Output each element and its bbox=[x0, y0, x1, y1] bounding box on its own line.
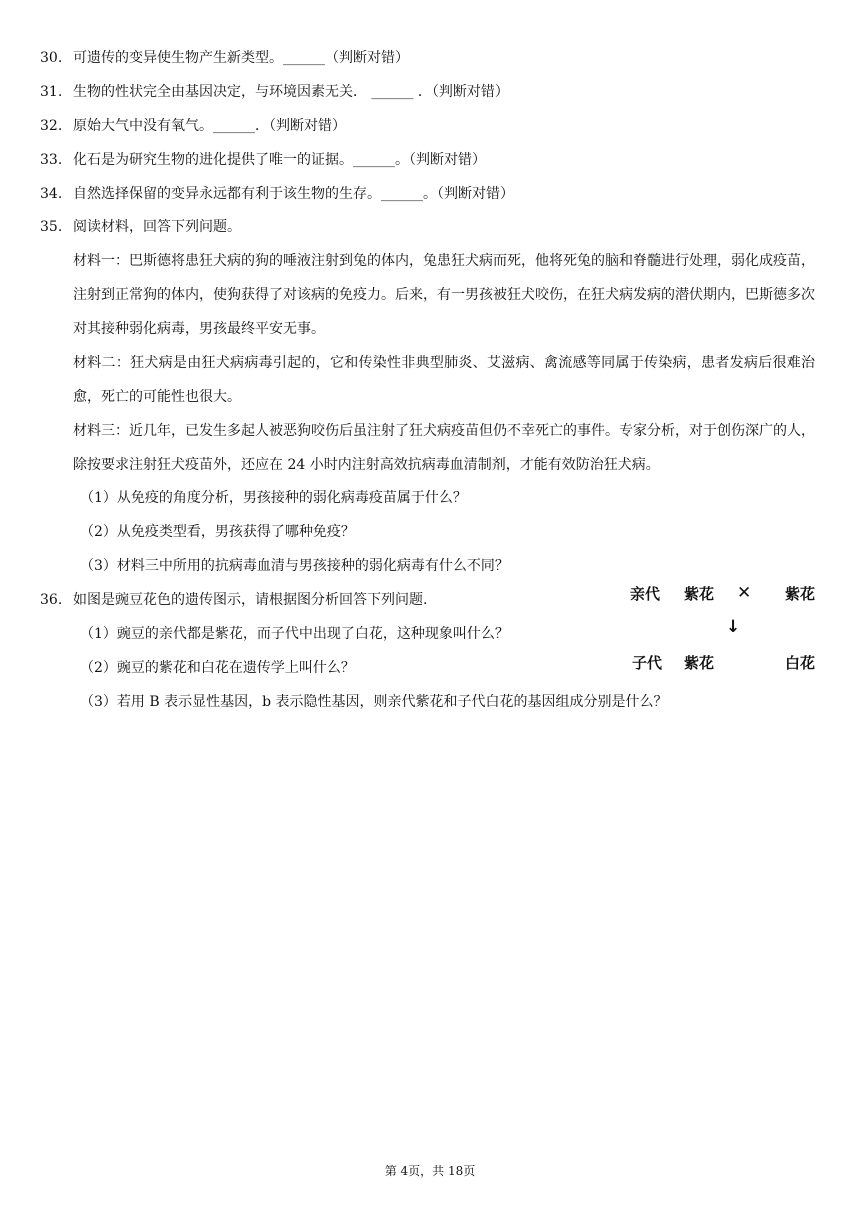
parent-generation-label: 亲代 bbox=[630, 585, 661, 603]
q35-sub-1: （1）从免疫的角度分析，男孩接种的弱化病毒疫苗属于什么？ bbox=[80, 490, 467, 506]
q36-sub-2: （2）豌豆的紫花和白花在遗传学上叫什么？ bbox=[80, 660, 355, 676]
child-right-flower: 白花 bbox=[785, 654, 816, 672]
question-number: 36. bbox=[40, 592, 63, 608]
parent-left-flower: 紫花 bbox=[684, 585, 715, 603]
cross-icon: ✕ bbox=[737, 583, 752, 603]
question-text: 自然选择保留的变异永远都有利于该生物的生存。______。（判断对错） bbox=[73, 186, 514, 202]
q36-sub-3: （3）若用 B 表示显性基因，b 表示隐性基因，则亲代紫花和子代白花的基因组成分别是什么？ bbox=[80, 694, 668, 710]
q35-sub-3: （3）材料三中所用的抗病毒血清与男孩接种的弱化病毒有什么不同？ bbox=[80, 558, 509, 574]
arrow-down-icon: ↓ bbox=[726, 617, 741, 637]
question-number: 32. bbox=[40, 118, 63, 134]
material-1: 材料一：巴斯德将患狂犬病的狗的唾液注射到兔的体内，兔患狂犬病而死，他将死兔的脑和脊髓进行处理，弱化成疫苗，注射到正常狗的体内，使狗获得了对该病的免疫力。后来，有一男孩被狂犬咬伤，在狂犬病发病的潜伏期内，巴斯德多次对其接种弱化病毒，男孩最终平安无事。 bbox=[73, 253, 815, 337]
question-number: 31. bbox=[40, 84, 63, 100]
question-stem: 阅读材料，回答下列问题。 bbox=[73, 219, 241, 235]
material-3: 材料三：近几年，已发生多起人被恶狗咬伤后虽注射了狂犬病疫苗但仍不幸死亡的事件。专家分析，对于创伤深广的人，除按要求注射狂犬疫苗外，还应在 24 小时内注射高效抗病毒血清制剂，才能有效防治狂犬病。 bbox=[73, 423, 815, 473]
question-text: 生物的性状完全由基因决定，与环境因素无关． ______ ．（判断对错） bbox=[73, 84, 509, 100]
child-generation-label: 子代 bbox=[632, 654, 663, 672]
page-footer: 第 4页，共 18页 bbox=[384, 1164, 476, 1178]
question-text: 可遗传的变异使生物产生新类型。______（判断对错） bbox=[73, 50, 409, 66]
question-number: 35. bbox=[40, 219, 63, 235]
question-number: 30. bbox=[40, 50, 63, 66]
question-stem: 如图是豌豆花色的遗传图示，请根据图分析回答下列问题. bbox=[73, 592, 428, 608]
material-2: 材料二：狂犬病是由狂犬病病毒引起的，它和传染性非典型肺炎、艾滋病、禽流感等同属于传染病，患者发病后很难治愈，死亡的可能性也很大。 bbox=[73, 355, 815, 405]
child-left-flower: 紫花 bbox=[684, 654, 715, 672]
question-number: 34. bbox=[40, 186, 63, 202]
q35-sub-2: （2）从免疫类型看，男孩获得了哪种免疫？ bbox=[80, 524, 355, 540]
question-number: 33. bbox=[40, 152, 63, 168]
question-text: 化石是为研究生物的进化提供了唯一的证据。______。（判断对错） bbox=[73, 152, 486, 168]
question-text: 原始大气中没有氧气。______．（判断对错） bbox=[73, 118, 346, 134]
q36-sub-1: （1）豌豆的亲代都是紫花，而子代中出现了白花，这种现象叫什么？ bbox=[80, 626, 509, 642]
parent-right-flower: 紫花 bbox=[785, 585, 816, 603]
